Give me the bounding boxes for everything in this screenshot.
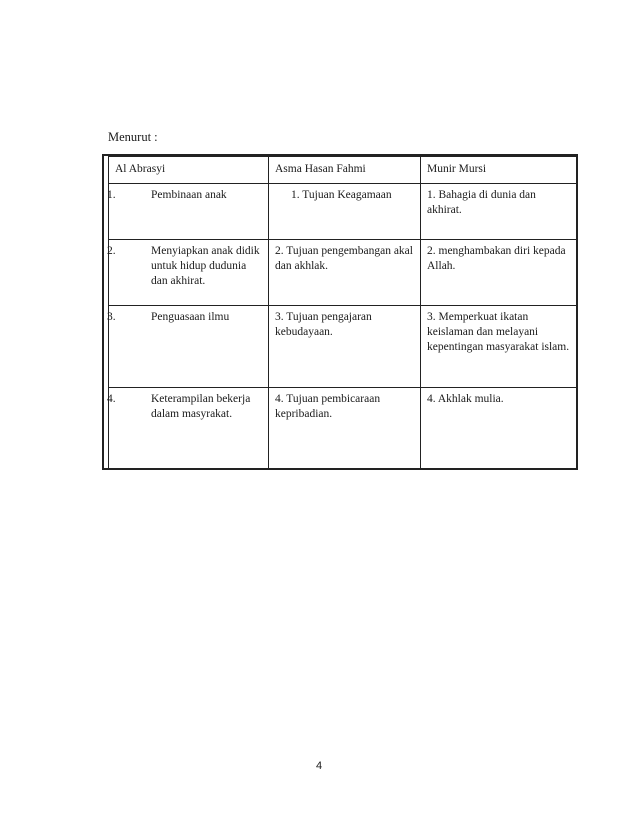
table-cell (109, 388, 269, 470)
table-cell (109, 306, 269, 388)
item-text: Keterampilan bekerja dalam masyrakat. (151, 393, 251, 420)
item-number: 4. (107, 393, 116, 405)
table-cell: 2. menghambakan diri kepada Allah. (421, 240, 577, 306)
table-row (109, 240, 577, 306)
table-row (109, 306, 577, 388)
table-cell (109, 184, 269, 240)
page-number: 4 (315, 760, 323, 772)
table-row (109, 184, 577, 240)
item-text: Pembinaan anak (151, 189, 227, 201)
intro-text: Menurut : (108, 130, 158, 144)
table-row (109, 388, 577, 470)
item-number: 2. (107, 245, 116, 257)
item-number: 1. (107, 189, 116, 201)
table-cell: 4. Tujuan pembicaraan kepribadian. (269, 388, 421, 470)
comparison-table (108, 156, 577, 470)
table-header-row (109, 157, 577, 184)
table-cell: 4. Akhlak mulia. (421, 388, 577, 470)
item-text: Menyiapkan anak didik untuk hidup dudunia dan akhirat. (151, 245, 260, 287)
table-cell: 2. Tujuan pengembangan akal dan akhlak. (269, 240, 421, 306)
header-asma-hasan-fahmi: Asma Hasan Fahmi (269, 157, 421, 184)
table-cell: 1. Bahagia di dunia dan akhirat. (421, 184, 577, 240)
header-munir-mursi: Munir Mursi (421, 157, 577, 184)
table-cell: 3. Memperkuat ikatan keislaman dan melayani kepentingan masyarakat islam. (421, 306, 577, 388)
table-cell: 1. Tujuan Keagamaan (269, 184, 421, 240)
item-text: Penguasaan ilmu (151, 311, 230, 323)
table-cell: 3. Tujuan pengajaran kebudayaan. (269, 306, 421, 388)
header-al-abrasyi: Al Abrasyi (109, 157, 269, 184)
comparison-table-frame (102, 154, 578, 470)
item-number: 3. (107, 311, 116, 323)
table-cell (109, 240, 269, 306)
